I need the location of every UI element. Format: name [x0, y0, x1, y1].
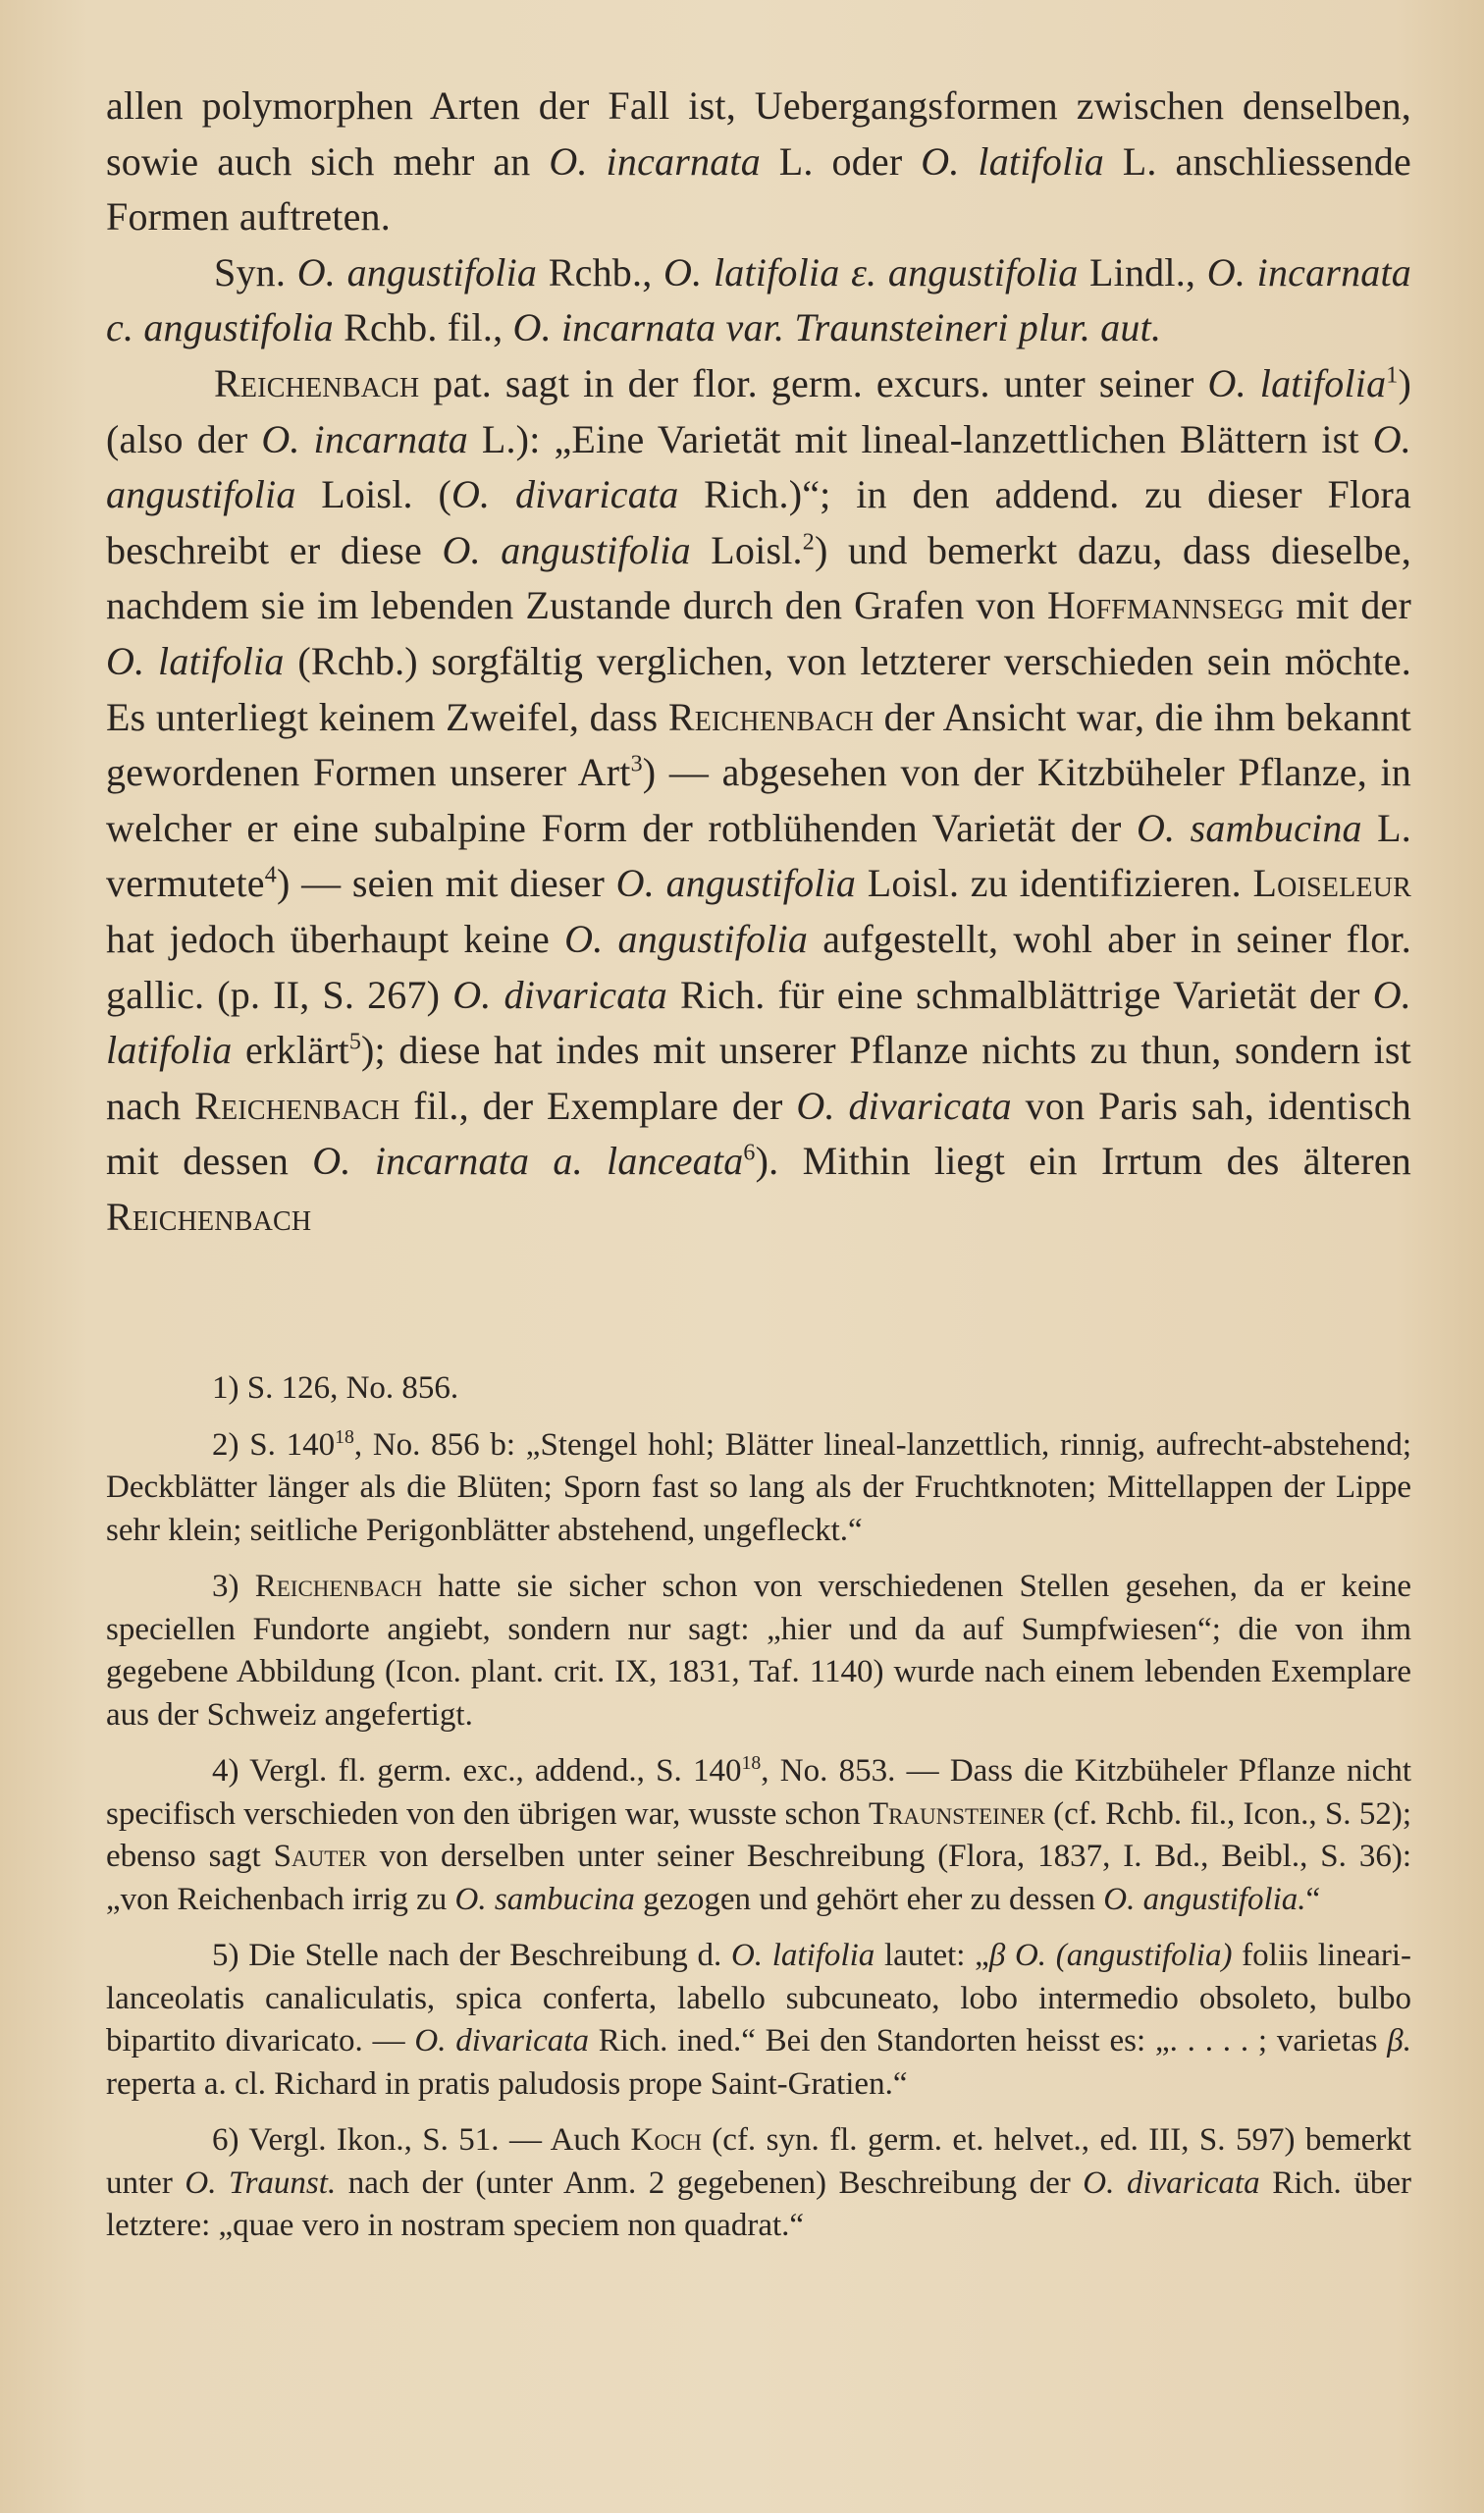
footnotes — [106, 1367, 1411, 2262]
text-run: (cf. syn. fl. germ. et. helvet., ed. III, S. 597) bemerkt unter — [106, 2122, 1411, 2201]
species-name: O. divaricata — [414, 2023, 589, 2059]
species-name: O. angustifolia. — [1103, 1881, 1306, 1917]
footnote-number: 2) — [212, 1426, 239, 1463]
text-run: Rchb., — [537, 249, 664, 294]
author-name: Loiseleur — [1252, 861, 1411, 906]
author-name: Sauter — [273, 1839, 367, 1874]
footnote-5 — [106, 1935, 1411, 2106]
author-name: Reichenbach — [238, 1569, 422, 1604]
species-name: O. latifolia — [1207, 360, 1387, 405]
text-run: Rchb. fil., — [333, 305, 513, 350]
species-name: O. Traunst. — [185, 2165, 337, 2201]
species-name: O. divaricata — [796, 1083, 1012, 1128]
text-run: Rich. für eine schmalblättrige Varietät der — [666, 972, 1373, 1017]
text-run: reperta a. cl. Richard in pratis paludosis prope Saint-Gratien.“ — [106, 2065, 908, 2102]
species-name: β. — [1387, 2023, 1411, 2059]
text-run: L. oder — [760, 138, 922, 184]
text-run: “ — [1305, 1881, 1321, 1917]
text-run: Lindl., — [1078, 249, 1207, 294]
species-name: O. incarnata var. Traunsteineri plur. aut. — [512, 305, 1162, 350]
text-run: ) — abgesehen von der Kitzbüheler Pflanze, in welcher er eine subalpine Form der rotblühenden Varietät der — [106, 750, 1412, 850]
author-name: Traunsteiner — [868, 1795, 1045, 1832]
species-name: O. angustifolia — [615, 861, 857, 906]
footnote-ref: 5 — [348, 1029, 362, 1055]
footnote-3 — [106, 1566, 1411, 1737]
text-run: gezogen und gehört eher zu dessen — [634, 1881, 1104, 1917]
text-run: der Ansicht war, die ihm bekannt gewordenen Formen unserer Art — [106, 694, 1411, 795]
species-name: O. incarnata — [261, 416, 468, 461]
footnote-number: 6) — [212, 2122, 239, 2158]
footnote-ref: 2 — [802, 529, 815, 556]
page-superscript: 18 — [335, 1425, 354, 1448]
footnote-4 — [106, 1750, 1411, 1921]
page-superscript: 18 — [741, 1752, 762, 1775]
text-run: Syn. — [214, 249, 297, 294]
species-name: O. latifolia — [921, 138, 1104, 184]
text-run: Vergl. fl. germ. exc., addend., S. 140 — [238, 1753, 742, 1789]
species-name: O. angustifolia — [106, 416, 1412, 517]
footnote-number: 5) — [212, 1938, 239, 1973]
text-run: Rich.)“; in den addend. zu dieser Flora beschreibt er diese — [106, 472, 1411, 572]
text-run: von Paris sah, identisch mit dessen — [106, 1083, 1412, 1184]
text-run: fil., der Exemplare der — [399, 1083, 797, 1128]
species-name: O. latifolia — [106, 638, 285, 683]
text-run: mit der — [1284, 583, 1412, 628]
paragraph-synonyms — [106, 245, 1411, 356]
text-run: erklärt — [232, 1028, 349, 1073]
author-name: Reichenbach — [194, 1083, 400, 1128]
species-name: O. latifolia — [730, 1938, 875, 1973]
footnote-ref: 3 — [630, 751, 643, 777]
footnote-number: 1) — [212, 1370, 239, 1406]
text-run: Loisl. zu identifizieren. — [856, 861, 1253, 906]
text-run: ) und bemerkt dazu, dass dieselbe, nachdem sie im lebenden Zustande durch den Grafen von — [106, 527, 1411, 628]
text-run: aufgestellt, wohl aber in seiner flor. gallic. (p. II, S. 267) — [106, 916, 1412, 1017]
footnote-2 — [106, 1424, 1411, 1553]
text-run: Loisl. ( — [295, 472, 451, 517]
author-name: Reichenbach — [667, 694, 874, 739]
species-name: O. latifolia ε. angustifolia — [663, 249, 1079, 294]
main-text — [106, 79, 1411, 1245]
species-name: O. sambucina — [1136, 805, 1362, 850]
author-name: Reichenbach — [106, 1194, 312, 1239]
text-run: (cf. Rchb. fil., Icon., S. 52); ebenso sagt — [106, 1795, 1411, 1874]
text-run: ) — seien mit dieser — [276, 861, 616, 906]
text-run: S. 126, No. 856. — [238, 1370, 459, 1406]
text-run: hatte sie sicher schon von verschiedenen Stellen gesehen, da er keine speciellen Fundorte angiebt, sondern nur sagt: „hier und da auf Sumpfwiesen“; die von ihm gegebene Abbildung (Icon. plant. crit. IX, 1831, Taf. 1140) wurde nach einem lebenden Exemplare aus der Schweiz angefertigt. — [106, 1569, 1411, 1733]
species-name: O. angustifolia — [442, 527, 691, 572]
species-name: O. sambucina — [454, 1881, 635, 1917]
species-name: O. angustifolia — [296, 249, 538, 294]
author-name: Reichenbach — [214, 360, 420, 405]
text-run: ); diese hat indes mit unserer Pflanze nichts zu thun, sondern ist nach — [106, 1028, 1411, 1128]
text-run: lautet: „ — [874, 1938, 989, 1973]
species-name: O. angustifolia — [564, 916, 809, 961]
species-name: O. divaricata — [1083, 2165, 1260, 2201]
text-run: L. vermutete — [106, 805, 1411, 906]
text-run: von derselben unter seiner Beschreibung (Flora, 1837, I. Bd., Beibl., S. 36): „von Reichenbach irrig zu — [106, 1839, 1411, 1917]
species-name: O. incarnata c. angustifolia — [106, 249, 1411, 350]
text-run: foliis lineari-lanceolatis canaliculatis, spica conferta, labello subcuneato, lobo intermedio obsoleto, bulbo bipartito divaricato. — — [106, 1938, 1412, 2059]
text-run: Loisl. — [690, 527, 803, 572]
text-run: , No. 856 b: „Stengel hohl; Blätter lineal-lanzettlich, rinnig, aufrecht-abstehend; Deckblätter länger als die Blüten; Sporn fast so lang als der Fruchtknoten; Mittellappen der Lippe sehr klein; seitliche Perigonblätter abstehend, ungefleckt.“ — [106, 1426, 1411, 1548]
paragraph-continuation — [106, 79, 1411, 245]
text-run: Vergl. Ikon., S. 51. — Auch — [238, 2122, 631, 2158]
text-run: Rich. ined.“ Bei den Standorten heisst es: „. . . . . ; varietas — [588, 2023, 1388, 2059]
text-run: Rich. über letztere: „quae vero in nostram speciem non quadrat.“ — [106, 2165, 1411, 2243]
text-run: hat jedoch überhaupt keine — [106, 916, 565, 961]
text-run: , No. 853. — Dass die Kitzbüheler Pflanze nicht specifisch verschieden von den übrigen war, wusste schon — [106, 1753, 1411, 1832]
text-run: ). Mithin liegt ein Irrtum des älteren — [755, 1139, 1412, 1184]
author-name: Hoffmannsegg — [1047, 583, 1285, 628]
text-run: Die Stelle nach der Beschreibung d. — [238, 1938, 731, 1973]
text-run: pat. sagt in der flor. germ. excurs. unter seiner — [419, 360, 1208, 405]
author-name: Koch — [630, 2122, 702, 2158]
species-name: O. latifolia — [106, 972, 1411, 1073]
footnote-number: 3) — [212, 1569, 239, 1604]
text-run: nach der (unter Anm. 2 gegebenen) Beschreibung der — [336, 2165, 1084, 2201]
text-run: L.): „Eine Varietät mit lineal-lanzettlichen Blättern ist — [467, 416, 1373, 461]
footnote-1 — [106, 1367, 1411, 1411]
footnote-6 — [106, 2119, 1411, 2248]
species-name: O. incarnata — [549, 138, 761, 184]
text-run: L. anschliessende Formen auftreten. — [106, 138, 1411, 240]
paragraph-discussion — [106, 356, 1411, 1246]
footnote-ref: 6 — [743, 1140, 756, 1166]
footnote-ref: 4 — [264, 862, 277, 888]
text-run: (Rchb.) sorgfältig verglichen, von letzterer verschieden sein möchte. Es unterliegt keinem Zweifel, dass — [106, 638, 1412, 739]
text-run: allen polymorphen Arten der Fall ist, Uebergangsformen zwischen denselben, sowie auch sich mehr an — [106, 83, 1411, 184]
species-name: O. divaricata — [452, 972, 667, 1017]
species-name: O. incarnata a. lanceata — [312, 1139, 744, 1184]
footnote-ref: 1 — [1386, 362, 1399, 389]
text-run: S. 140 — [238, 1426, 336, 1463]
species-name: O. divaricata — [450, 472, 679, 517]
text-run: ) (also der — [106, 360, 1412, 461]
species-name: β O. (angustifolia) — [988, 1938, 1233, 1973]
footnote-number: 4) — [212, 1753, 239, 1789]
